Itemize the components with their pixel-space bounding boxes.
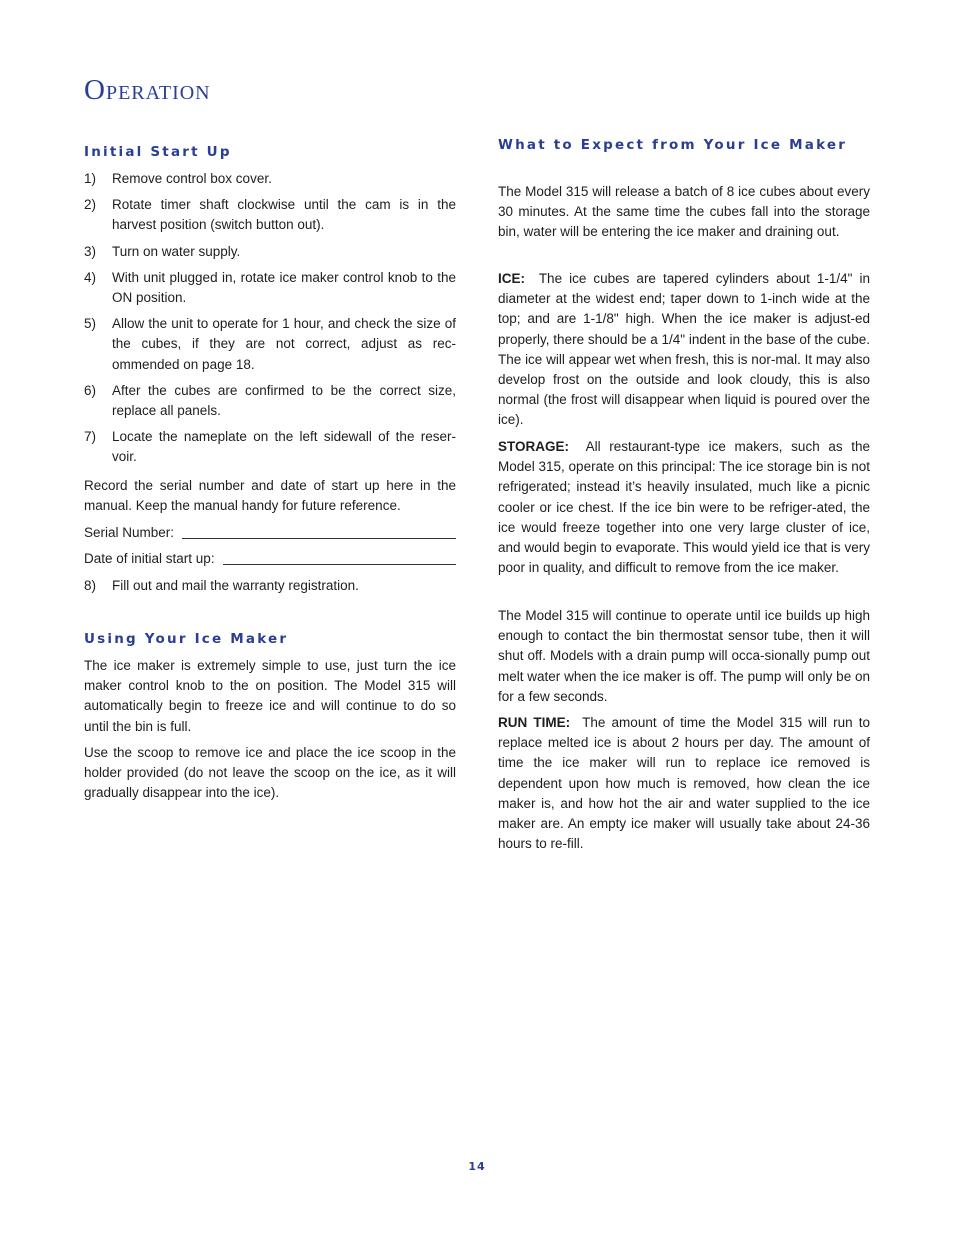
using-paragraph-2: Use the scoop to remove ice and place the ice scoop in the holder provided (do not leave the scoop on the ice, as it will gradually disappear into the ice). — [84, 745, 456, 801]
storage-label: STORAGE: — [498, 439, 570, 454]
ice-paragraph — [498, 269, 870, 431]
serial-number-label: Serial Number: — [84, 525, 175, 540]
section-heading-using-ice-maker: Using Your Ice Maker — [84, 631, 289, 647]
list-item: 5) Allow the unit to operate for 1 hour, and check the size of the cubes, if they are not correct, adjust as rec-ommended on page 18. — [84, 316, 456, 372]
list-item: 2) Rotate timer shaft clockwise until the cam is in the harvest position (switch button out). — [84, 197, 456, 233]
section-heading-initial-start-up: Initial Start Up — [84, 144, 232, 160]
runtime-label: RUN TIME: — [498, 715, 571, 730]
list-item: 8) Fill out and mail the warranty registration. — [84, 578, 359, 593]
expect-intro-paragraph: The Model 315 will release a batch of 8 ice cubes about every 30 minutes. At the same time the cubes fall into the storage bin, water will be entering the ice maker and draining out. — [498, 184, 870, 240]
serial-number-blank-line[interactable] — [182, 523, 456, 539]
list-item: 7) Locate the nameplate on the left sidewall of the reser-voir. — [84, 429, 456, 465]
start-date-field[interactable] — [84, 549, 456, 569]
list-item: 4) With unit plugged in, rotate ice maker control knob to the ON position. — [84, 269, 456, 306]
using-paragraph-1: The ice maker is extremely simple to use, just turn the ice maker control knob to the on position. The Model 315 will automatically begin to freeze ice and will continue to do so until the bin is full. — [84, 658, 456, 734]
runtime-text: The amount of time the Model 315 will run to replace melted ice is about 2 hours per day. The amount of time the ice maker will run to replace ice removed is dependent upon how much is removed, how clean the ice maker is, and how hot the air and water supplied to the ice maker are. An empty ice maker will usually take about 24-36 hours to re-fill. — [498, 715, 870, 852]
continue-paragraph: The Model 315 will continue to operate until ice builds up high enough to contact the bin thermostat sensor tube, then it will shut off. Models with a drain pump will occa-sionally pump out melt water when the ice maker is off. The pump will only be on for a few seconds. — [498, 608, 870, 704]
startup-steps-list — [84, 169, 456, 474]
runtime-paragraph — [498, 713, 870, 854]
ice-text: The ice cubes are tapered cylinders about 1-1/4" in diameter at the widest end; taper down to 1-inch wide at the top; and are 1-1/8" high. When the ice maker is adjust-ed properly, there should be a 1/4" indent in the base of the cube. The ice will appear wet when fresh, this is nor-mal. It may also develop frost on the outside and look cloudy, this is also normal (the frost will disappear when liquid is poured over the ice). — [498, 271, 870, 428]
ice-label: ICE: — [498, 271, 525, 286]
start-date-label: Date of initial start up: — [84, 551, 215, 566]
page-title: Operation — [84, 74, 211, 106]
start-date-blank-line[interactable] — [223, 549, 456, 565]
startup-step-8-list — [84, 576, 456, 602]
list-item: 6) After the cubes are confirmed to be the correct size, replace all panels. — [84, 382, 456, 419]
serial-number-field[interactable] — [84, 523, 456, 543]
section-heading-what-to-expect: What to Expect from Your Ice Maker — [498, 137, 848, 153]
storage-paragraph — [498, 437, 870, 578]
record-instructions: Record the serial number and date of start up here in the manual. Keep the manual handy for future reference. — [84, 478, 456, 514]
storage-text: All restaurant-type ice makers, such as the Model 315, operate on this principal: The ice storage bin is not refrigerated; instead it’s heavily insulated, much like a picnic cooler or ice chest. If the ice bin were to be refriger-ated, the ice would freeze together into one very large cluster of ice, and would begin to evaporate. This would yield ice that is very poor in quality, and difficult to remove from the ice maker. — [498, 439, 871, 576]
page-number: 14 — [468, 1160, 486, 1173]
list-item: 3) Turn on water supply. — [84, 243, 241, 259]
list-item: 1) Remove control box cover. — [84, 171, 272, 186]
